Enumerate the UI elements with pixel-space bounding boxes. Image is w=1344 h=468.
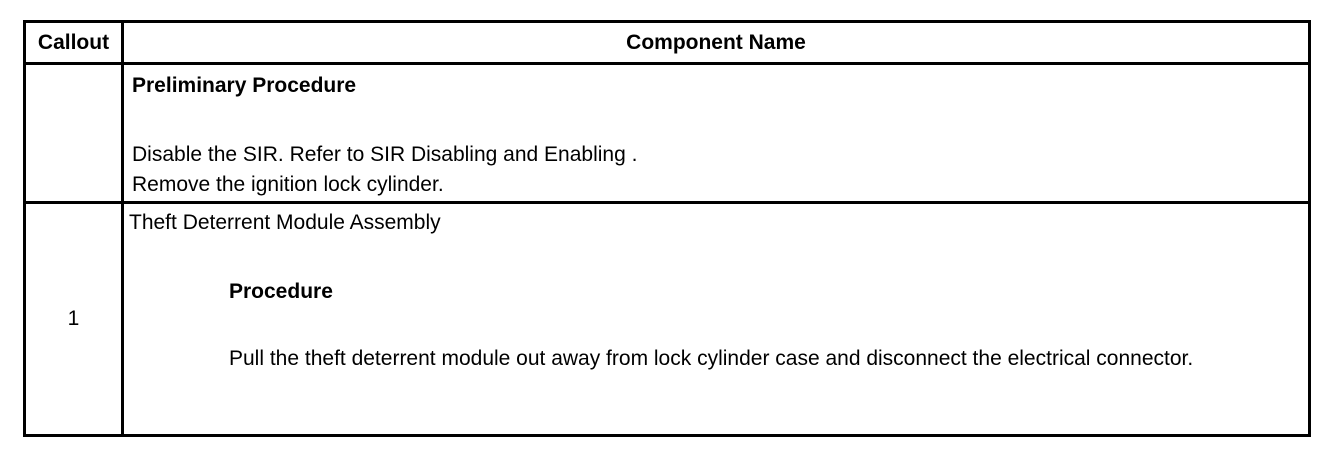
callout-column-header: Callout (37, 30, 110, 54)
row-divider (26, 201, 1308, 204)
header-divider (26, 62, 1308, 65)
procedure-table (23, 20, 1311, 437)
component-name-column-header: Component Name (626, 30, 806, 54)
procedure-title: Procedure (229, 280, 333, 303)
procedure-text: Pull the theft deterrent module out away from lock cylinder case and disconnect the electrical connector. (229, 347, 1194, 370)
component-name: Theft Deterrent Module Assembly (129, 211, 441, 234)
row-callout-number: 1 (67, 307, 80, 330)
column-divider (121, 23, 124, 434)
preliminary-procedure-title: Preliminary Procedure (132, 74, 357, 97)
preliminary-step: Disable the SIR. Refer to SIR Disabling and Enabling . (132, 143, 638, 166)
preliminary-step: Remove the ignition lock cylinder. (132, 173, 444, 196)
